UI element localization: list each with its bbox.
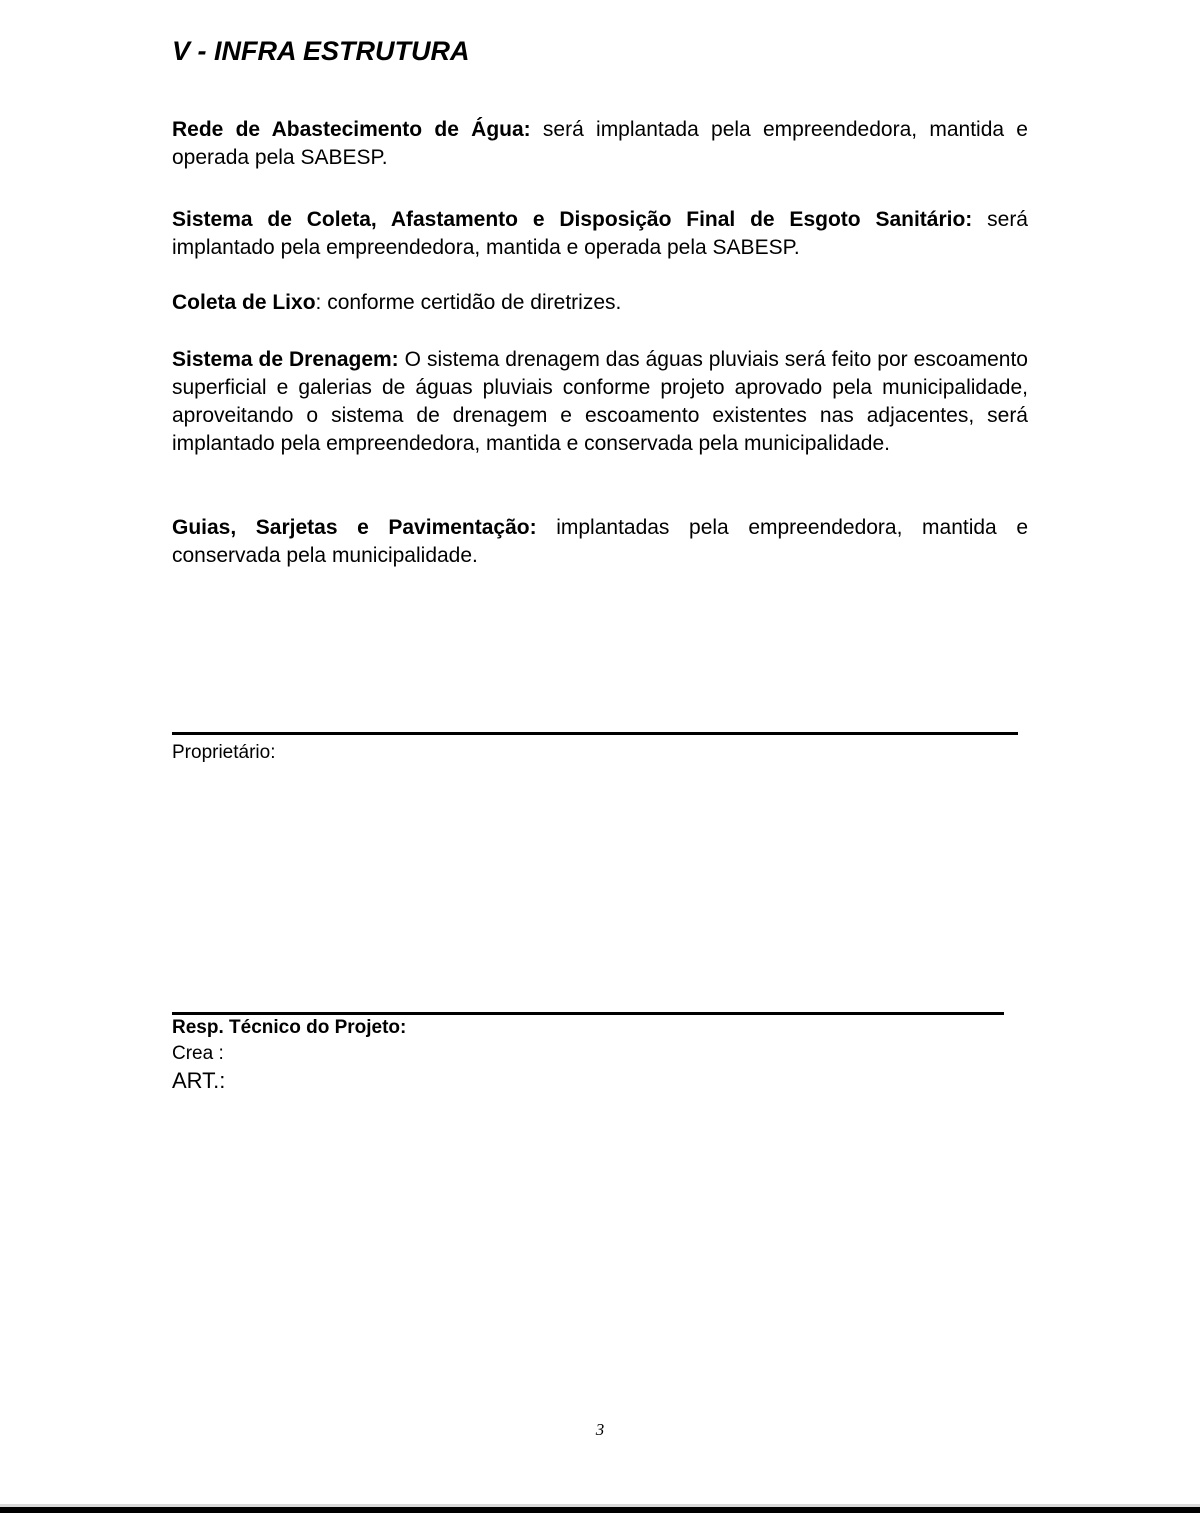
tech-responsible-label: Resp. Técnico do Projeto: xyxy=(172,1017,407,1038)
paragraph-text: implantadas pela empreendedora, mantida e conservada pela municipalidade. xyxy=(172,516,1029,567)
paragraph-heading: Coleta de Lixo xyxy=(172,291,316,314)
crea-label: Crea : xyxy=(172,1043,224,1064)
tech-signature-line xyxy=(172,1012,1004,1015)
paragraph-water-supply xyxy=(172,116,1028,172)
paragraph-drainage xyxy=(172,346,1028,458)
paragraph-sewage xyxy=(172,206,1028,262)
paragraph-heading: Sistema de Drenagem: xyxy=(172,348,399,371)
paragraph-text: O sistema drenagem das águas pluviais será feito por escoamento superficial e galerias de águas pluviais conforme projeto aprovado pela municipalidade, aproveitando o sistema de drenagem e escoamento existentes nas adjacentes, será implantado pela empreendedora, mantida e conservada pela municipalidade. xyxy=(172,348,1028,455)
owner-signature-line xyxy=(172,732,1018,735)
paragraph-heading: Guias, Sarjetas e Pavimentação: xyxy=(172,516,537,539)
paragraph-paving xyxy=(172,514,1028,570)
paragraph-heading: Sistema de Coleta, Afastamento e Disposição Final de Esgoto Sanitário: xyxy=(172,208,973,231)
paragraph-text: : conforme certidão de diretrizes. xyxy=(315,291,622,314)
paragraph-garbage xyxy=(172,289,1028,317)
owner-label: Proprietário: xyxy=(172,742,276,763)
section-title: V - INFRA ESTRUTURA xyxy=(172,36,470,66)
paragraph-text: será implantado pela empreendedora, mantida e operada pela SABESP. xyxy=(172,208,1028,259)
art-label: ART.: xyxy=(172,1068,226,1093)
paragraph-text: será implantada pela empreendedora, mantida e operada pela SABESP. xyxy=(172,118,1028,169)
page-bottom-border xyxy=(0,1507,1200,1513)
paragraph-heading: Rede de Abastecimento de Água: xyxy=(172,118,531,141)
page-number: 3 xyxy=(595,1420,605,1439)
